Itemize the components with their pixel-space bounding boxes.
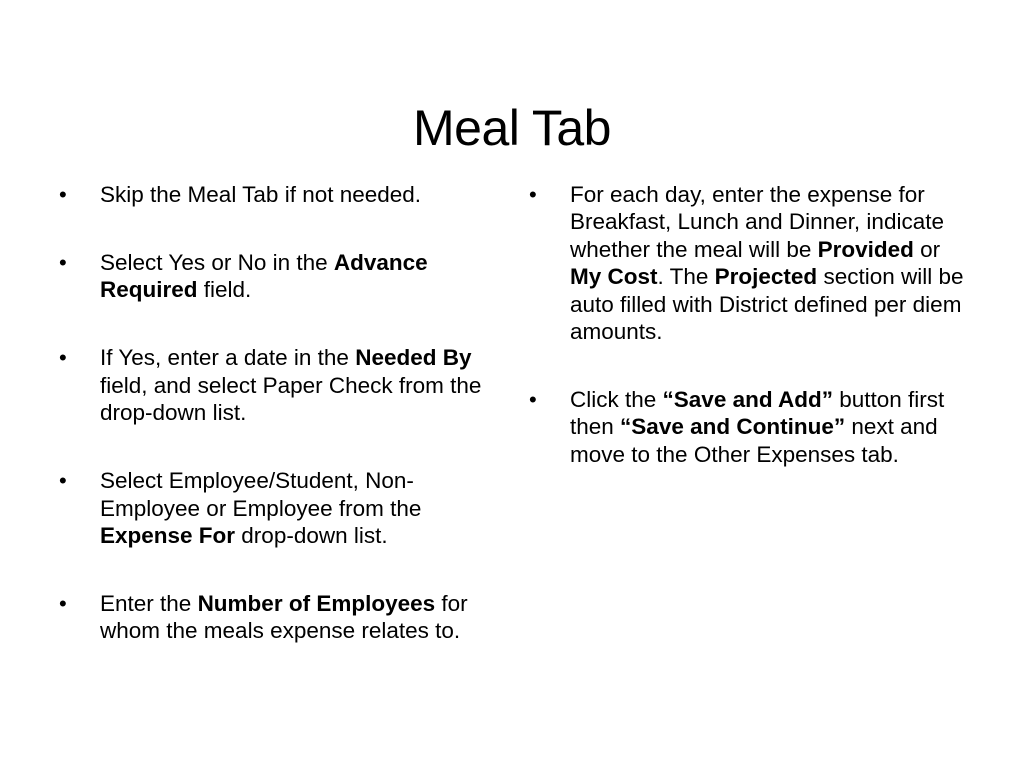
bold-term: Projected (714, 264, 818, 290)
bullet-item (56, 249, 494, 304)
bold-term: Needed By (355, 345, 472, 371)
bullet-item (56, 181, 494, 208)
bold-term: Number of Employees (197, 591, 436, 617)
bold-term: “Save and Continue” (620, 414, 846, 440)
bullet-dot-icon: • (59, 591, 67, 617)
bullet-dot-icon: • (59, 468, 67, 494)
text-run: Enter the (100, 591, 198, 617)
bold-term: My Cost (570, 264, 658, 290)
bullet-dot-icon: • (529, 182, 537, 207)
text-run: field. (197, 277, 252, 303)
bullet-text (100, 468, 421, 548)
bullet-dot-icon: • (59, 345, 67, 371)
bold-term: Expense For (100, 523, 236, 549)
bold-term: Provided (817, 236, 914, 262)
text-run: Select Yes or No in the (100, 250, 334, 275)
bullet-text (100, 182, 421, 207)
text-run: section will be auto filled with District defined per diem amounts. (570, 264, 964, 345)
bold-term: “Save and Add” (662, 387, 833, 413)
right-bullet-list (526, 181, 966, 468)
bullet-item (526, 181, 966, 345)
bullet-text (100, 591, 468, 643)
text-run: field, and select Paper Check from the drop-down list. (100, 372, 482, 426)
bullet-dot-icon: • (59, 250, 67, 275)
bullet-dot-icon: • (529, 387, 537, 413)
text-run: For each day, enter the expense for Breakfast, Lunch and Dinner, indicate whether the meal will be (570, 182, 944, 262)
bullet-text (100, 250, 428, 302)
text-run: . The (657, 264, 715, 290)
bold-term: Advance Required (100, 250, 428, 303)
bullet-text (100, 345, 481, 425)
bullet-item (56, 467, 494, 549)
bullet-item (526, 386, 966, 468)
text-run: Select Employee/Student, Non-Employee or Employee from the (100, 468, 422, 521)
bullet-text (570, 182, 964, 344)
bullet-item (56, 590, 494, 645)
slide-title: Meal Tab (413, 99, 611, 156)
text-run: for whom the meals expense relates to. (100, 591, 468, 644)
text-run: drop-down list. (235, 523, 388, 549)
text-run: button first then (570, 387, 945, 440)
text-run: Skip the Meal Tab if not needed. (100, 182, 422, 207)
left-bullet-list (56, 181, 494, 645)
text-run: If Yes, enter a date in the (100, 345, 356, 371)
bullet-text (570, 387, 944, 467)
text-run: next and move to the Other Expenses tab. (570, 414, 938, 467)
bullet-item (56, 344, 494, 426)
bullet-dot-icon: • (59, 182, 67, 207)
text-run: Click the (570, 387, 663, 413)
text-run: or (913, 236, 941, 262)
